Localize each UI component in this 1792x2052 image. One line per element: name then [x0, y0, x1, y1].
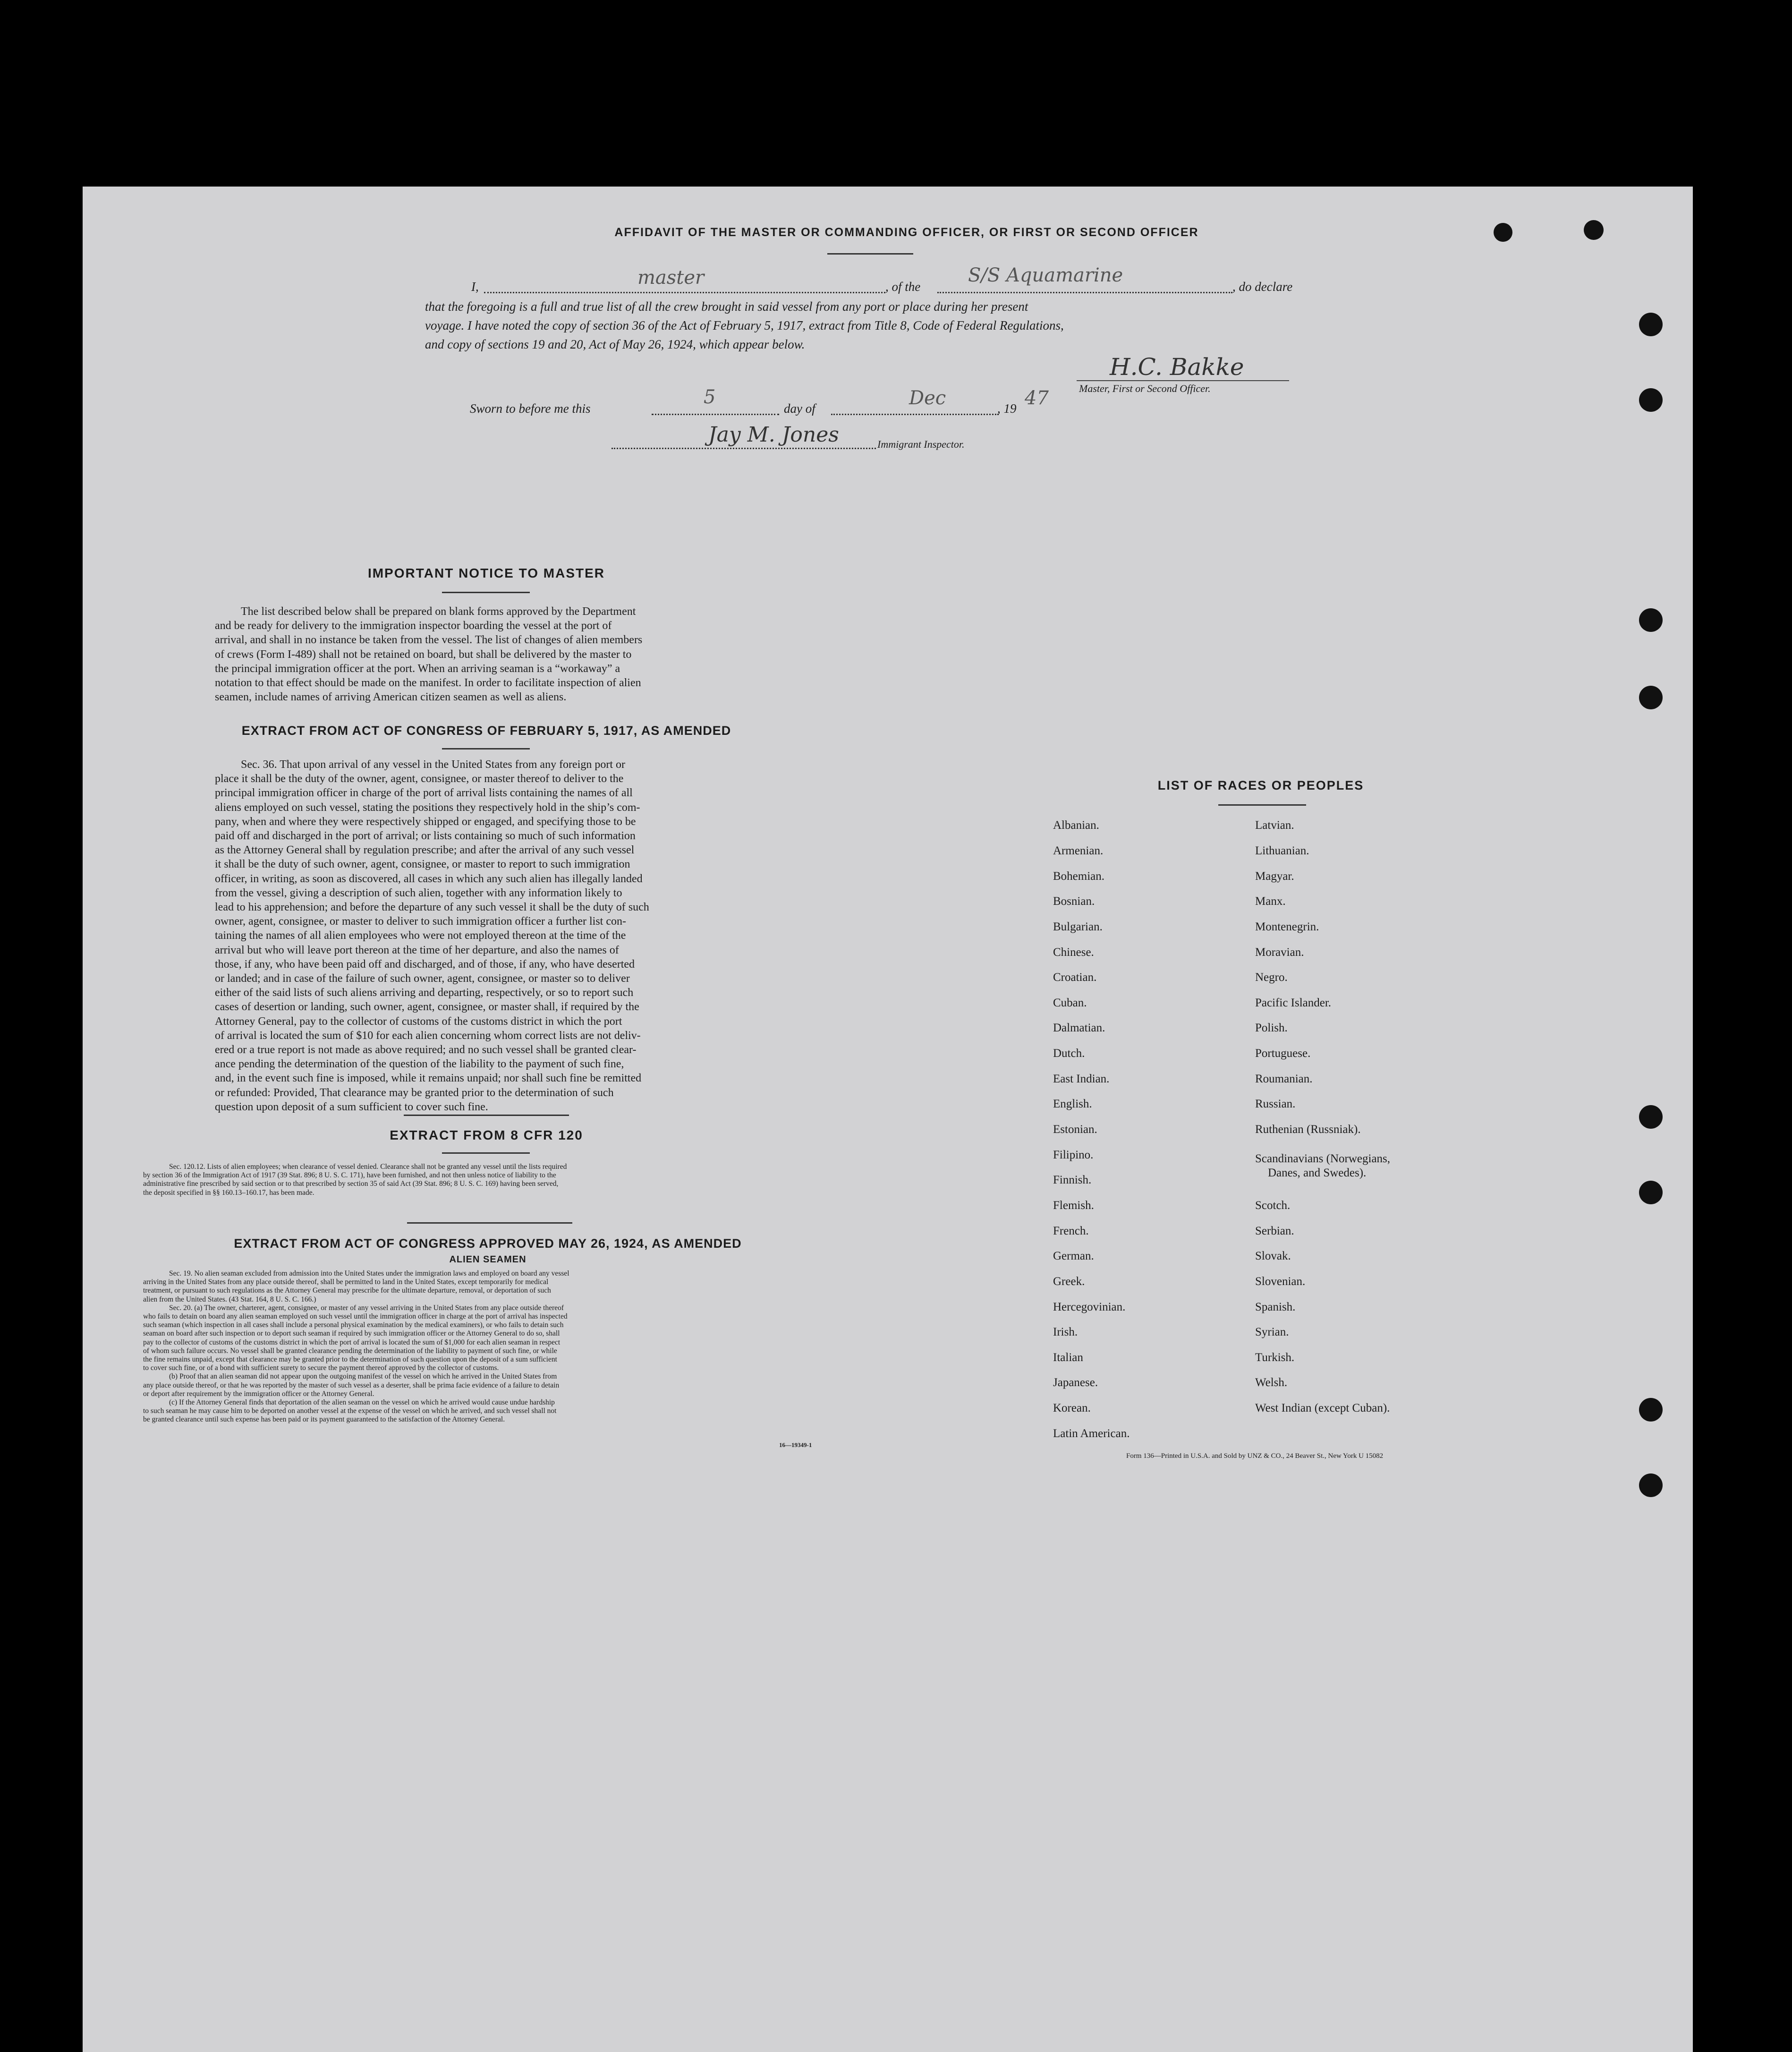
section-line: aliens employed on such vessel, stating the positions they respectively hold in the ship’s com- [215, 801, 640, 814]
race-item: Dalmatian. [1053, 1022, 1105, 1034]
section-line: cases of desertion or landing, such owner, agent, consignee, or master shall, if required by the [215, 1001, 639, 1013]
seamen-line: Sec. 20. (a) The owner, charterer, agent, consignee, or master of any vessel arriving in the United States from any place outside thereof [169, 1303, 564, 1312]
section-line: principal immigration officer in charge of the port of arrival lists containing the names of all [215, 787, 633, 800]
race-item: Finnish. [1053, 1174, 1092, 1186]
punch-hole [1639, 313, 1663, 336]
extract-1924-title: EXTRACT FROM ACT OF CONGRESS APPROVED MAY 26, 1924, AS AMENDED [234, 1236, 742, 1251]
race-item: Moravian. [1255, 946, 1304, 959]
seamen-line: (b) Proof that an alien seaman did not appear upon the outgoing manifest of the vessel on which he arrived in the United States from [169, 1372, 557, 1381]
race-item: Ruthenian (Russniak). [1255, 1123, 1361, 1136]
race-item: Bohemian. [1053, 870, 1105, 883]
section-line: place it shall be the duty of the owner, agent, consignee, or master thereof to deliver to the [215, 773, 624, 785]
notice-line: The list described below shall be prepared on blank forms approved by the Department [241, 605, 636, 618]
signature-line [1077, 380, 1289, 381]
notice-line: of crews (Form I-489) shall not be retained on board, but shall be delivered by the master to [215, 648, 632, 661]
punch-hole [1639, 1398, 1663, 1422]
handwritten-day: 5 [704, 386, 716, 408]
race-item: Armenian. [1053, 844, 1104, 857]
race-item: Flemish. [1053, 1199, 1094, 1212]
section-line: as the Attorney General shall by regulation prescribe; and after the arrival of any such vessel [215, 844, 635, 857]
affidavit-title: AFFIDAVIT OF THE MASTER OR COMMANDING OFFICER, OR FIRST OR SECOND OFFICER [614, 226, 1199, 239]
race-item: Negro. [1255, 971, 1288, 984]
extract-cfr-text [143, 1163, 832, 1197]
section-line: it shall be the duty of such owner, agent, consignee, or master to report to such immigration [215, 858, 630, 871]
race-item: Lithuanian. [1255, 844, 1309, 857]
race-item: Roumanian. [1255, 1073, 1313, 1085]
alien-seamen-subtitle: ALIEN SEAMEN [449, 1254, 527, 1265]
punch-hole [1639, 1181, 1663, 1204]
notice-line: notation to that effect should be made on the manifest. In order to facilitate inspection of alien [215, 677, 641, 690]
race-item: Latvian. [1255, 819, 1294, 832]
punch-hole [1584, 220, 1604, 240]
race-item: Korean. [1053, 1402, 1091, 1414]
race-item: East Indian. [1053, 1073, 1110, 1085]
section-line: Attorney General, pay to the collector of customs of the customs district in which the port [215, 1015, 622, 1028]
extract-1917-rule [442, 748, 530, 749]
races-title: LIST OF RACES OR PEOPLES [1157, 778, 1364, 792]
race-item: Irish. [1053, 1326, 1078, 1338]
cfr-bottom-rule [407, 1222, 572, 1224]
section-line: arrival but who will leave port thereon at the time of her departure, and also the names of [215, 944, 619, 956]
do-declare-label: , do declare [1232, 280, 1293, 294]
cfr-line: by section 36 of the Immigration Act of 1917 (39 Stat. 896; 8 U. S. C. 171), have been furnished, and not then unless notice of liability to the [143, 1171, 556, 1180]
i-label: I, [471, 280, 479, 294]
punch-hole [1639, 686, 1663, 709]
race-item: Polish. [1255, 1022, 1288, 1034]
races-rule [1218, 804, 1306, 806]
seamen-line: alien from the United States. (43 Stat. 164, 8 U. S. C. 166.) [143, 1295, 316, 1303]
seamen-line: treatment, or pursuant to such regulations as the Attorney General may prescribe for the ultimate departure, removal, or deportation of such [143, 1286, 551, 1295]
seamen-line: such seaman (which inspection in all cases shall include a personal physical examination by the medical examiners), or who fails to detain such [143, 1321, 564, 1329]
section-line: officer, in writing, as soon as discovered, all cases in which any such alien has illegally landed [215, 872, 643, 885]
section-line: owner, agent, consignee, or master to deliver to such immigration officer a further list con- [215, 915, 626, 928]
extract-1924-text [143, 1269, 832, 1424]
section-line: of arrival is located the sum of $10 for each alien concerning whom correct lists are not deliv- [215, 1029, 641, 1042]
race-item: Slovenian. [1255, 1275, 1306, 1288]
punch-hole [1639, 1105, 1663, 1129]
handwritten-year: 47 [1025, 387, 1049, 409]
extract-1917-title: EXTRACT FROM ACT OF CONGRESS OF FEBRUARY 5, 1917, AS AMENDED [241, 724, 731, 738]
seamen-line: pay to the collector of customs of the customs district in which the port of arrival is located the sum of $1,000 for each alien seaman in respect [143, 1338, 561, 1346]
seamen-line: to cover such fine, or of a bond with sufficient surety to secure the payment thereof approved by the collector of customs. [143, 1364, 499, 1372]
race-item: Welsh. [1255, 1376, 1288, 1389]
affidavit-line-4: and copy of sections 19 and 20, Act of May 26, 1924, which appear below. [425, 337, 805, 351]
affidavit-line-3: voyage. I have noted the copy of section 36 of the Act of February 5, 1917, extract from Title 8, Code of Federal Regulations, [425, 318, 1064, 332]
section-line: or landed; and in case of the failure of such owner, agent, consignee, or master so to deliver [215, 972, 630, 985]
race-item: Turkish. [1255, 1351, 1295, 1364]
seamen-line: to such seaman he may cause him to be deported on another vessel at the expense of the vessel on which he arrived, and such vessel shall not [143, 1407, 557, 1415]
punch-hole [1639, 1473, 1663, 1497]
punch-hole [1494, 223, 1512, 242]
year-prefix: , 19 [997, 401, 1017, 416]
race-item: Russian. [1255, 1098, 1296, 1110]
seamen-line: arriving in the United States from any place outside thereof, shall be permitted to land in the United States, except temporarily for medical [143, 1278, 549, 1286]
inspector-label: Immigrant Inspector. [877, 438, 965, 450]
notice-line: the principal immigration officer at the port. When an arriving seaman is a “workaway” a [215, 662, 620, 675]
seamen-line: any place outside thereof, or that he was reported by the master of such vessel as a deserter, shall be prima facie evidence of a failure to detain [143, 1381, 560, 1389]
extract-1917-text [215, 758, 757, 1114]
section-line: Sec. 36. That upon arrival of any vessel in the United States from any foreign port or [241, 758, 626, 771]
affidavit-line-2: that the foregoing is a full and true list of all the crew brought in said vessel from any port or place during her present [425, 299, 1028, 314]
race-item: West Indian (except Cuban). [1255, 1402, 1390, 1414]
race-item: Danes, and Swedes). [1268, 1166, 1367, 1179]
race-item: Italian [1053, 1351, 1083, 1364]
cfr-top-rule [404, 1115, 569, 1116]
race-item: Chinese. [1053, 946, 1094, 959]
section-line: taining the names of all alien employees who were not employed thereon at the time of the [215, 929, 626, 942]
section-line: ered or a true report is not made as above required; and no such vessel shall be granted clear- [215, 1044, 637, 1056]
section-line: those, if any, who have been paid off and discharged, and of those, if any, who have deserted [215, 958, 635, 971]
cfr-rule [442, 1152, 530, 1154]
punch-hole [1639, 608, 1663, 632]
race-item: Syrian. [1255, 1326, 1289, 1338]
race-item: German. [1053, 1250, 1094, 1262]
master-signature: H.C. Bakke [1110, 353, 1244, 381]
section-line: paid off and discharged in the port of arrival; or lists containing so much of such information [215, 830, 636, 843]
vessel-line [937, 292, 1232, 293]
race-item: Dutch. [1053, 1047, 1085, 1060]
notice-rule [442, 592, 530, 593]
inspector-signature: Jay M. Jones [708, 423, 839, 447]
seamen-line: be granted clearance until such expense has been paid or its payment guaranteed to the satisfaction of the Attorney General. [143, 1415, 505, 1424]
seamen-line: the fine remains unpaid, except that clearance may be granted prior to the determination of such question upon the deposit of a sum sufficient [143, 1355, 557, 1364]
race-item: Serbian. [1255, 1225, 1294, 1237]
race-item: Manx. [1255, 895, 1286, 908]
seamen-line: of whom such failure occurs. No vessel shall be granted clearance pending the determination of the liability to payment of such fine, or while [143, 1346, 557, 1355]
day-of-label: day of [784, 401, 815, 416]
notice-line: and be ready for delivery to the immigration inspector boarding the vessel at the port of [215, 620, 612, 632]
section-line: or refunded: Provided, That clearance may be granted prior to the determination of such [215, 1086, 614, 1099]
handwritten-name: master [637, 267, 705, 289]
race-item: Spanish. [1255, 1301, 1296, 1313]
notice-text [215, 605, 757, 704]
title-rule [827, 253, 913, 255]
seamen-line: Sec. 19. No alien seaman excluded from admission into the United States under the immigration laws and employed on board any vessel [169, 1269, 569, 1277]
race-item: English. [1053, 1098, 1092, 1110]
document-page [83, 187, 1693, 2052]
handwritten-month: Dec [909, 387, 946, 409]
punch-hole [1639, 388, 1663, 412]
section-line: pany, when and where they were respectively shipped or engaged, and specifying those to be [215, 815, 636, 828]
race-item: Hercegovinian. [1053, 1301, 1126, 1313]
notice-title: IMPORTANT NOTICE TO MASTER [367, 566, 605, 580]
seamen-line: who fails to detain on board any alien seaman employed on such vessel until the immigration officer in charge at the port of arrival has inspected [143, 1312, 568, 1321]
race-item: Pacific Islander. [1255, 996, 1332, 1009]
section-line: ance pending the determination of the question of the liability to the payment of such fine, [215, 1058, 624, 1071]
race-item: Bulgarian. [1053, 920, 1103, 933]
cfr-line: administrative fine prescribed by said section or to that prescribed by section 35 of said Act (39 Stat. 896; 8 U. S. C. 169) having been served, [143, 1180, 559, 1188]
race-item: Montenegrin. [1255, 920, 1319, 933]
section-line: from the vessel, giving a description of such alien, together with any information likely to [215, 886, 622, 899]
race-item: Japanese. [1053, 1376, 1098, 1389]
extract-cfr-title: EXTRACT FROM 8 CFR 120 [390, 1128, 583, 1142]
cfr-line: Sec. 120.12. Lists of alien employees; when clearance of vessel denied. Clearance shall not be granted any vessel until the lists required [169, 1163, 567, 1171]
race-item: French. [1053, 1225, 1089, 1237]
form-number: 16—19349-1 [779, 1441, 812, 1448]
seamen-line: seaman on board after such inspection or to deport such seaman if required by such immigration officer or the Attorney General to do so, shall [143, 1329, 560, 1338]
master-label: Master, First or Second Officer. [1079, 383, 1211, 394]
handwritten-vessel: S/S Aquamarine [968, 264, 1123, 286]
race-item: Scotch. [1255, 1199, 1291, 1212]
notice-line: arrival, and shall in no instance be taken from the vessel. The list of changes of alien members [215, 634, 643, 647]
seamen-line: or deport after requirement by the immigration officer or the Attorney General. [143, 1389, 374, 1398]
seamen-line: (c) If the Attorney General finds that deportation of the alien seaman on the vessel on which he arrived would cause undue hardship [169, 1398, 555, 1407]
sworn-label: Sworn to before me this [470, 401, 591, 416]
race-item: Croatian. [1053, 971, 1097, 984]
race-item: Bosnian. [1053, 895, 1095, 908]
cfr-line: the deposit specified in §§ 160.13–160.17, has been made. [143, 1188, 314, 1197]
race-item: Magyar. [1255, 870, 1294, 883]
race-item: Greek. [1053, 1275, 1085, 1288]
race-item: Albanian. [1053, 819, 1099, 832]
name-line [484, 292, 885, 293]
race-item: Filipino. [1053, 1149, 1094, 1161]
section-line: question upon deposit of a sum sufficient to cover such fine. [215, 1100, 488, 1113]
race-item: Estonian. [1053, 1123, 1097, 1136]
section-line: and, in the event such fine is imposed, while it remains unpaid; nor shall such fine be remitted [215, 1072, 642, 1085]
section-line: either of the said lists of such aliens arriving and departing, respectively, or so to report such [215, 987, 634, 999]
race-item: Latin American. [1053, 1427, 1130, 1440]
of-the-label: , of the [885, 280, 921, 294]
inspector-line [611, 448, 876, 449]
day-line [652, 414, 779, 415]
race-item: Cuban. [1053, 996, 1087, 1009]
month-line [831, 414, 999, 415]
notice-line: seamen, include names of arriving American citizen seamen as well as aliens. [215, 691, 567, 704]
race-item: Scandinavians (Norwegians, [1255, 1152, 1391, 1165]
race-item: Portuguese. [1255, 1047, 1311, 1060]
section-line: lead to his apprehension; and before the departure of any such vessel it shall be the duty of such [215, 901, 649, 914]
footer-imprint: Form 136—Printed in U.S.A. and Sold by UNZ & CO., 24 Beaver St., New York U 15082 [1126, 1452, 1384, 1460]
race-item: Slovak. [1255, 1250, 1291, 1262]
